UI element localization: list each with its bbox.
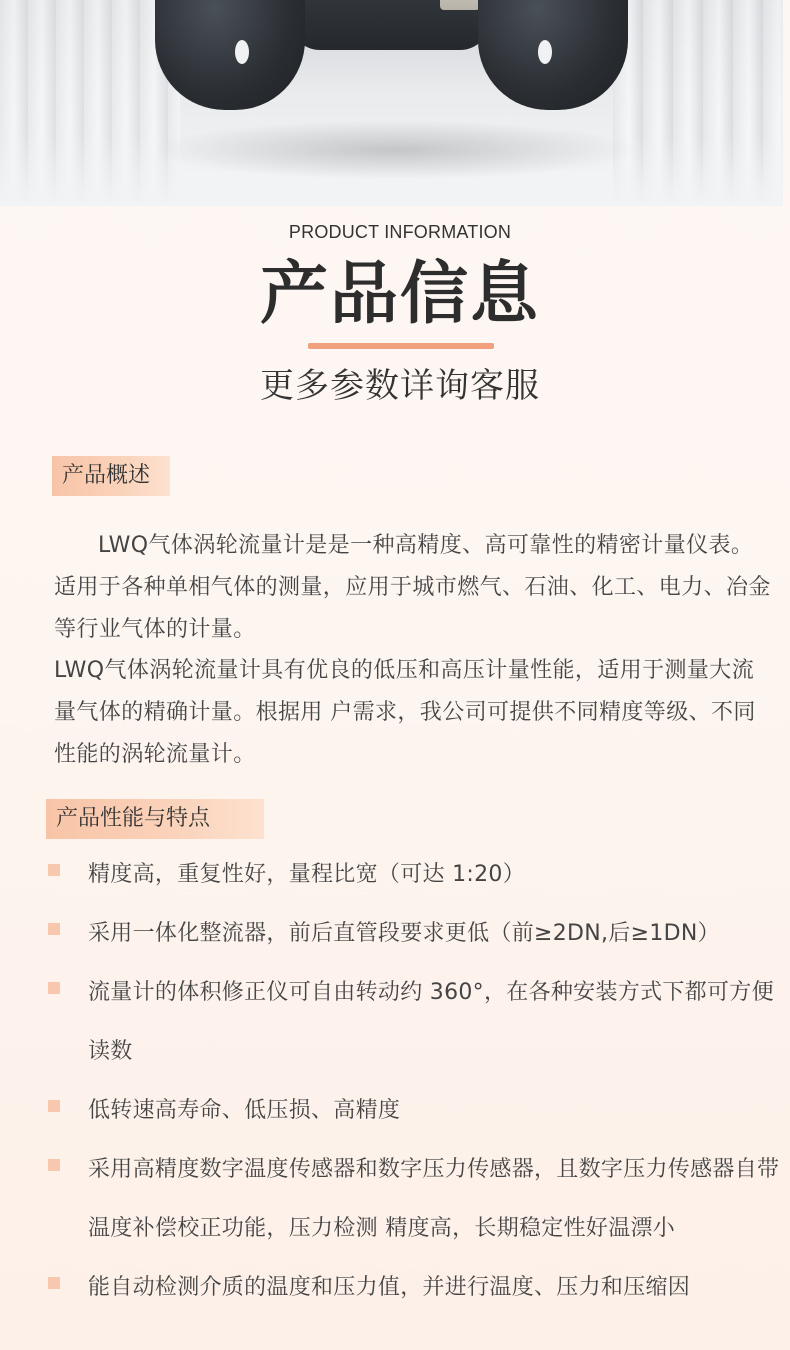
list-item	[46, 1258, 786, 1317]
bolt-hole	[538, 40, 552, 64]
feature-list	[46, 845, 786, 1317]
square-bullet-icon	[48, 864, 60, 876]
section-tag-overview: 产品概述	[52, 456, 170, 496]
section-tag-features: 产品性能与特点	[46, 799, 264, 839]
square-bullet-icon	[48, 1159, 60, 1171]
square-bullet-icon	[48, 923, 60, 935]
flowmeter-sensor	[440, 0, 480, 10]
square-bullet-icon	[48, 1277, 60, 1289]
section-subtitle-en: PRODUCT INFORMATION	[288, 222, 512, 242]
overview-paragraph-1: LWQ气体涡轮流量计是是一种高精度、高可靠性的精密计量仪表。适用于各种单相气体的测量，应用于城市燃气、石油、化工、电力、冶金等行业气体的计量。	[54, 533, 771, 642]
square-bullet-icon	[48, 982, 60, 994]
flowmeter-flange-right	[478, 0, 628, 110]
feature-text: 流量计的体积修正仪可自由转动约 360°，在各种安装方式下都可方便读数	[88, 980, 774, 1064]
title-underline	[308, 343, 494, 349]
tagline: 更多参数详询客服	[260, 366, 540, 406]
product-shadow	[150, 120, 640, 180]
square-bullet-icon	[48, 1100, 60, 1112]
feature-text: 能自动检测介质的温度和压力值，并进行温度、压力和压缩因	[88, 1275, 691, 1300]
overview-paragraph-2: LWQ气体涡轮流量计具有优良的低压和高压计量性能，适用于测量大流量气体的精确计量。根据用 户需求，我公司可提供不同精度等级、不同性能的涡轮流量计。	[54, 658, 756, 767]
list-item	[46, 963, 786, 1081]
flowmeter-body	[290, 0, 490, 50]
list-item	[46, 1081, 786, 1140]
bolt-hole	[235, 40, 249, 64]
list-item	[46, 1140, 786, 1258]
feature-text: 采用一体化整流器，前后直管段要求更低（前≥2DN,后≥1DN）	[88, 921, 720, 946]
feature-text: 低转速高寿命、低压损、高精度	[88, 1098, 401, 1123]
list-item	[46, 904, 786, 963]
product-hero-image	[0, 0, 783, 206]
feature-text: 精度高，重复性好，量程比宽（可达 1:20）	[88, 862, 525, 887]
list-item	[46, 845, 786, 904]
feature-text: 采用高精度数字温度传感器和数字压力传感器，且数字压力传感器自带温度补偿校正功能，压力检测 精度高，长期稳定性好温漂小	[88, 1157, 780, 1241]
page-title: 产品信息	[259, 254, 540, 334]
